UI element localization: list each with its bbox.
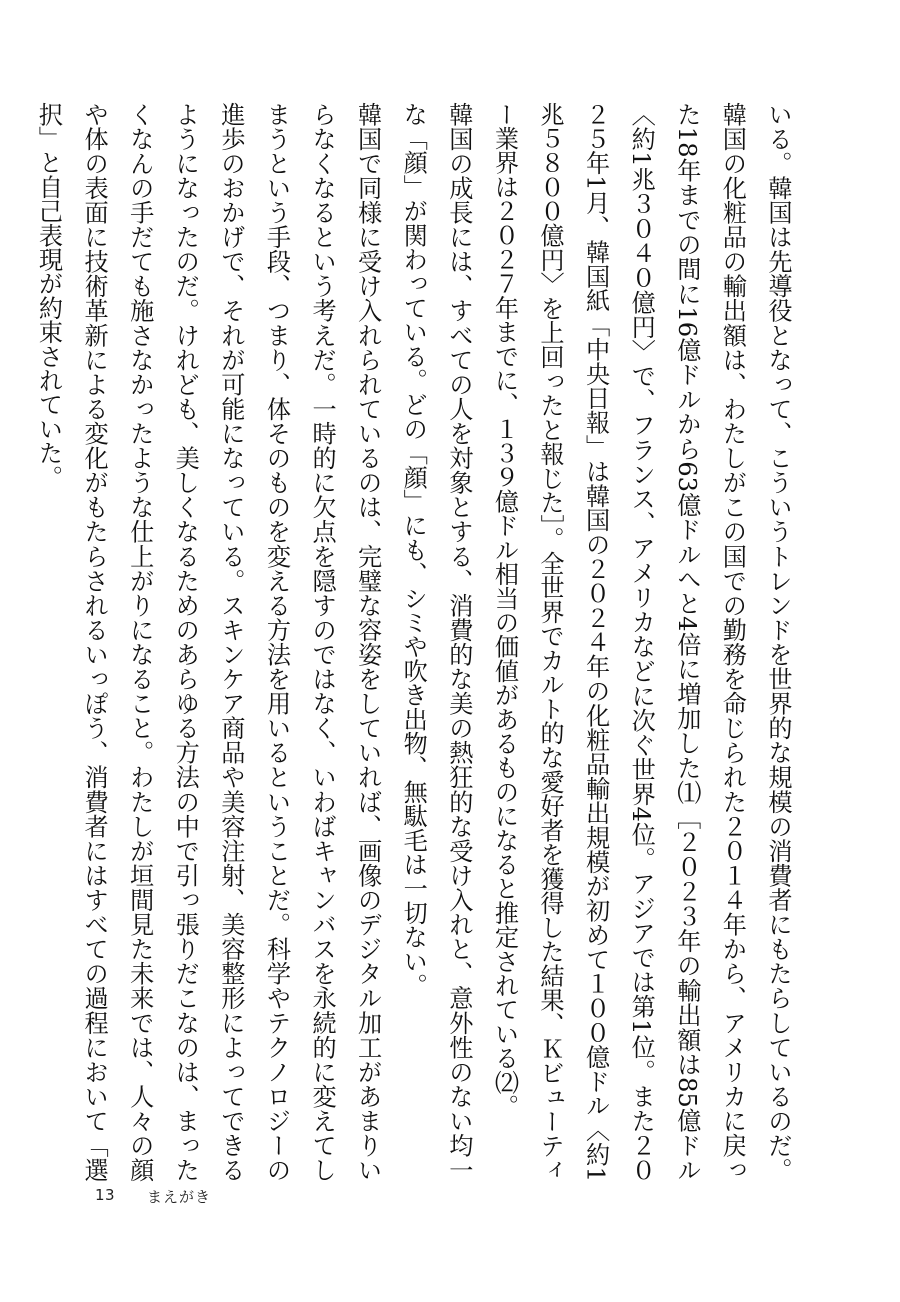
paragraph-2: 韓国の成長には、すべての人を対象とする、消費的な美の熱狂的な受け入れと、意外性のない均一な「顔」が関わっている。どの「顔」にも、シミや吹き出物、無駄毛は一切ない。 [399,102,473,1182]
paragraph-3: 韓国で同様に受け入れられているのは、完璧な容姿をしていれば、画像のデジタル加工があまりいらなくなるという考えだ。一時的に欠点を隠すのではなく、いわばキャンバスを永続的に変えてしまうという手段、つまり、体そのものを変える方法を用いるということだ。科学やテクノロジーの進歩のおかげで、それが可能になっている。スキンケア商品や美容注射、美容整形によってできるようになったのだ。けれども、美しくなるためのあらゆる方法の中で引っ張りだこなのは、まったくなんの手だても施さなかったような仕上がりになること。わたしが垣間見た未来では、人々の顔や体の表面に技術革新による変化がもたらされるいっぽう、消費者にはすべての過程において「選択」と自己表現が約束されていた。 [34,102,382,1182]
page-number: 13 [95,1186,116,1204]
running-head: まえがき [147,1188,212,1206]
paragraph-1: いる。韓国は先導役となって、こういうトレンドを世界的な規模の消費者にもたらしているのだ。韓国の化粧品の輸出額は、わたしがこの国での勤務を命じられた２０１４年から、アメリカに戻った18年までの間に16億ドルから63億ドルへと4倍に増加した⑴［２０２３年の輸出額は85億ドル〈約1兆３０４０億円〉で、フランス、アメリカなどに次ぐ世界4位。アジアでは第1位。また２０２５年1月、韓国紙「中央日報」は韓国の２０２４年の化粧品輸出規模が初めて１００億ドル〈約1兆５８００億円〉を上回ったと報じた］。全世界でカルト的な愛好者を獲得した結果、Ｋビューティー業界は２０２７年までに、１３９億ドル相当の価値があるものになると推定されている⑵。 [490,102,792,1182]
vertical-body-text [34,102,800,1182]
